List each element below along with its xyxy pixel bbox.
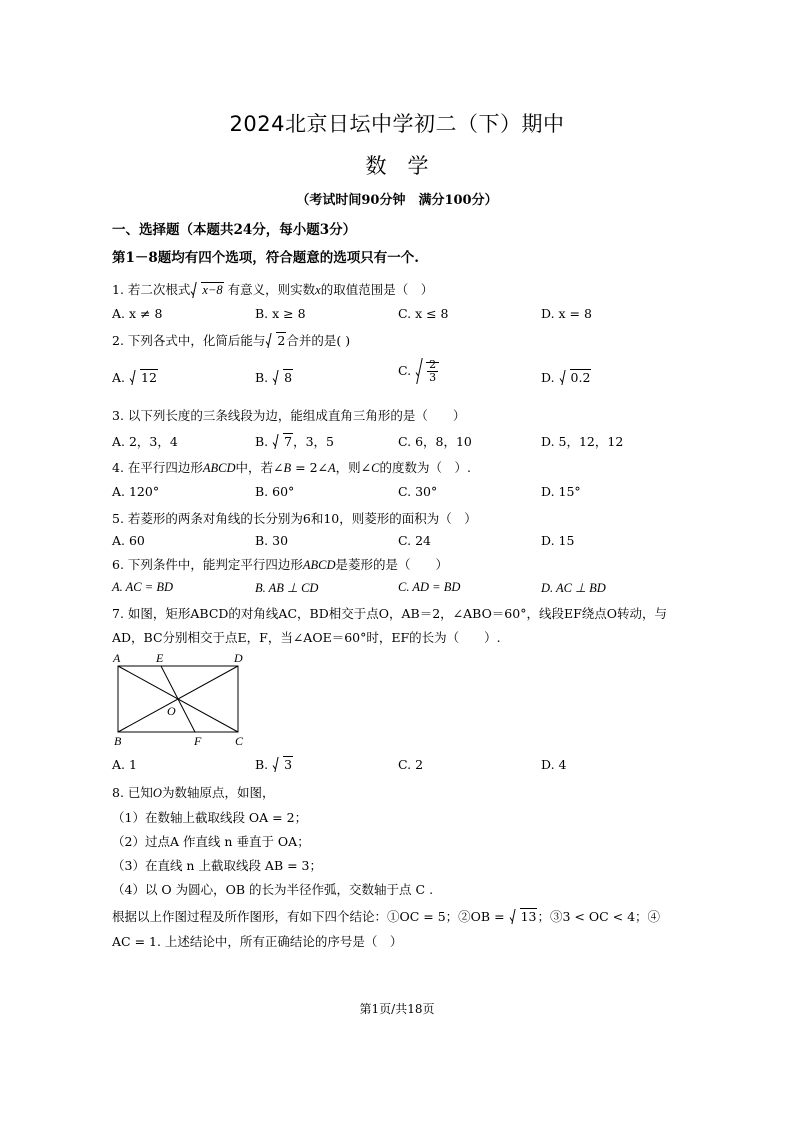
q4-option-a: A. 120°	[112, 484, 160, 499]
question-4-stem: 4. 在平行四边形ABCD中，若∠B = 2∠A，则∠C的度数为（ ）.	[112, 460, 471, 475]
q3-option-d: D. 5，12，12	[541, 434, 624, 449]
fraction: $\frac{2}{3}$	[429, 358, 437, 384]
q6-option-d: D. AC ⊥ BD	[541, 581, 606, 595]
q7-option-a: A. 1	[112, 757, 137, 772]
label-a: A	[113, 651, 121, 665]
sqrt-symbol: x−8	[191, 282, 223, 298]
rectangle-figure	[108, 648, 258, 748]
q8-conclusions-line-1: 根据以上作图过程及所作图形，有如下四个结论：①OC = 5；②OB = 13；③3 < OC < 4；④	[112, 909, 661, 924]
q3-option-a: A. 2，3，4	[112, 434, 178, 449]
question-2-stem: 2. 下列各式中，化简后能与 2合并的是( )	[112, 333, 351, 348]
q6-option-a: A. AC = BD	[112, 580, 173, 594]
sqrt-symbol: 12	[130, 370, 158, 385]
label-c: C	[235, 734, 244, 748]
page-title: 2024北京日坛中学初二（下）期中	[229, 112, 565, 136]
q2-option-b: B. 8	[255, 370, 293, 385]
sqrt-symbol: 2	[266, 333, 286, 348]
q5-option-a: A. 60	[112, 533, 145, 548]
sqrt-symbol: 3	[273, 757, 293, 772]
question-6-stem: 6. 下列条件中，能判定平行四边形ABCD是菱形的是（ ）	[112, 557, 449, 572]
sqrt-symbol: 13	[510, 909, 538, 924]
question-7-line-2: AD，BC分别相交于点E，F，当∠AOE＝60°时，EF的长为（ ）.	[112, 630, 501, 645]
q1-option-b: B. x ≥ 8	[255, 306, 306, 321]
q6-option-b: B. AB ⊥ CD	[255, 581, 319, 595]
label-b: B	[114, 734, 122, 748]
q8-step-4: （4）以 O 为圆心，OB 的长为半径作弧，交数轴于点 C .	[112, 882, 434, 897]
question-7-line-1: 7. 如图，矩形ABCD的对角线AC，BD相交于点O，AB＝2，∠ABO＝60°，线段EF绕点O转动，与	[112, 606, 668, 621]
q5-option-c: C. 24	[398, 533, 431, 548]
sqrt-symbol	[416, 358, 439, 384]
sqrt-symbol: 8	[273, 370, 293, 385]
q3-option-b: B. 7，3，5	[255, 434, 335, 449]
label-f: F	[194, 734, 202, 748]
q1-option-c: C. x ≤ 8	[398, 306, 449, 321]
segment-ef	[161, 666, 195, 732]
label-d: D	[234, 651, 243, 665]
q4-option-d: D. 15°	[541, 484, 581, 499]
section-heading: 一、选择题（本题共24分，每小题3分）	[112, 222, 357, 238]
q7-option-d: D. 4	[541, 757, 567, 772]
q3-option-c: C. 6，8，10	[398, 434, 472, 449]
q1-option-a: A. x ≠ 8	[112, 306, 163, 321]
q4-option-c: C. 30°	[398, 484, 438, 499]
q6-option-c: C. AD = BD	[398, 580, 461, 594]
q2-option-d: D. 0.2	[541, 370, 591, 385]
q8-step-3: （3）在直线 n 上截取线段 AB = 3；	[112, 858, 323, 873]
q2-option-a: A. 12	[112, 370, 157, 385]
sqrt-symbol: 0.2	[560, 370, 592, 385]
q1-option-d: D. x = 8	[541, 306, 592, 321]
q8-conclusions-line-2: AC = 1. 上述结论中，所有正确结论的序号是（ ）	[112, 934, 403, 949]
q2-option-c: C. $\frac{2}{3}$	[398, 358, 439, 384]
q4-option-b: B. 60°	[255, 484, 295, 499]
page-number: 第1页/共18页	[359, 1002, 435, 1016]
question-3-stem: 3. 以下列长度的三条线段为边，能组成直角三角形的是（ ）	[112, 408, 466, 423]
exam-info: （考试时间90分钟 满分100分）	[296, 193, 498, 208]
label-o: O	[167, 704, 176, 718]
section-instruction: 第1－8题均有四个选项，符合题意的选项只有一个.	[112, 250, 419, 266]
q8-step-1: （1）在数轴上截取线段 OA = 2；	[112, 810, 308, 825]
q7-option-b: B. 3	[255, 757, 293, 772]
sqrt-symbol: 7	[273, 434, 293, 449]
question-5-stem: 5. 若菱形的两条对角线的长分别为6和10，则菱形的面积为（ ）	[112, 511, 477, 526]
subject-title: 数 学	[365, 154, 429, 178]
q7-option-c: C. 2	[398, 757, 424, 772]
q5-option-d: D. 15	[541, 533, 575, 548]
question-8-stem: 8. 已知O为数轴原点，如图，	[112, 785, 275, 800]
label-e: E	[156, 651, 164, 665]
q8-step-2: （2）过点A 作直线 n 垂直于 OA；	[112, 834, 310, 849]
question-1-stem: 1. 若二次根式 x−8 有意义，则实数x的取值范围是（ ）	[112, 282, 434, 297]
q5-option-b: B. 30	[255, 533, 289, 548]
